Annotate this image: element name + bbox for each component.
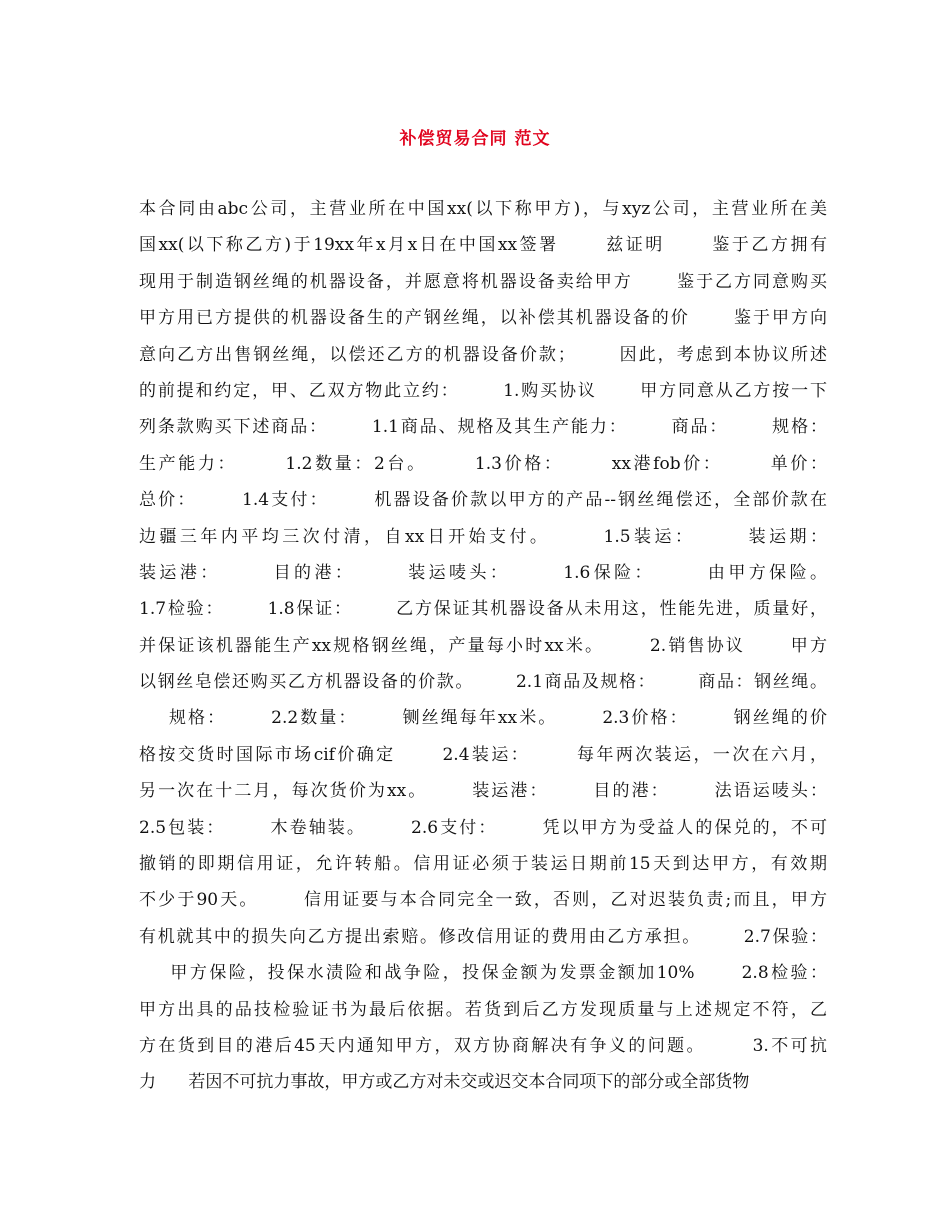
text-line: 装运港： 目的港： 装运唛头： 1.6保险： 由甲方保险。 [139, 562, 827, 583]
text-line: 现用于制造钢丝绳的机器设备，并愿意将机器设备卖给甲方 鉴于乙方同意购买 [139, 271, 827, 292]
text-line: 本合同由abc公司，主营业所在中国xx(以下称甲方)，与xyz公司，主营业所在美 [139, 199, 827, 219]
text-line: 生产能力： 1.2数量：2台。 1.3价格： xx港fob价： 单价： [139, 453, 827, 474]
text-line: 力 若因不可抗力事故，甲方或乙方对未交或迟交本合同项下的部分或全部货物 [139, 1072, 750, 1093]
text-line: 有机就其中的损失向乙方提出索赔。修改信用证的费用由乙方承担。 2.7保验： [139, 926, 827, 947]
text-line: 以钢丝皂偿还购买乙方机器设备的价款。 2.1商品及规格： 商品：钢丝绳。 [139, 672, 827, 693]
text-line: 并保证该机器能生产xx规格钢丝绳，产量每小时xx米。 2.销售协议 甲方 [139, 635, 827, 656]
text-line: 规格： 2.2数量： 铡丝绳每年xx米。 2.3价格： 钢丝绳的价 [139, 708, 827, 729]
text-line: 另一次在十二月，每次货价为xx。 装运港： 目的港： 法语运唛头： [139, 781, 827, 802]
text-line: 1.7检验： 1.8保证： 乙方保证其机器设备从未用这，性能先进，质量好， [139, 599, 827, 620]
text-line: 国xx(以下称乙方)于19xx年x月x日在中国xx签署 兹证明 鉴于乙方拥有 [139, 235, 827, 256]
text-line: 不少于90天。 信用证要与本合同完全一致，否则，乙对迟装负责;而且，甲方 [139, 890, 827, 911]
text-line: 的前提和约定，甲、乙双方物此立约： 1.购买协议 甲方同意从乙方按一下 [139, 380, 827, 401]
text-line: 甲方出具的品技检验证书为最后依据。若货到后乙方发现质量与上述规定不符，乙 [139, 999, 827, 1020]
text-line: 2.5包装： 木卷轴装。 2.6支付： 凭以甲方为受益人的保兑的，不可 [139, 817, 827, 838]
text-line: 总价： 1.4支付： 机器设备价款以甲方的产品--钢丝绳偿还，全部价款在 [139, 490, 827, 511]
text-line: 甲方用已方提供的机器设备生的产钢丝绳，以补偿其机器设备的价 鉴于甲方向 [139, 308, 827, 329]
text-line: 边疆三年内平均三次付清，自xx日开始支付。 1.5装运： 装运期： [139, 526, 827, 547]
document-title: 补偿贸易合同 范文 [399, 129, 551, 149]
text-line: 撤销的即期信用证，允许转船。信用证必须于装运日期前15天到达甲方，有效期 [139, 854, 827, 875]
document-body [139, 191, 827, 1101]
text-line: 甲方保险，投保水渍险和战争险，投保金额为发票金额加10% 2.8检验： [139, 963, 827, 984]
text-line: 列条款购买下述商品： 1.1商品、规格及其生产能力： 商品： 规格： [139, 417, 827, 438]
text-line: 格按交货时国际市场cif价确定 2.4装运： 每年两次装运，一次在六月， [139, 744, 827, 765]
text-line: 意向乙方出售钢丝绳，以偿还乙方的机器设备价款； 因此，考虑到本协议所述 [139, 344, 827, 365]
text-line: 方在货到目的港后45天内通知甲方，双方协商解决有争义的问题。 3.不可抗 [139, 1035, 827, 1056]
